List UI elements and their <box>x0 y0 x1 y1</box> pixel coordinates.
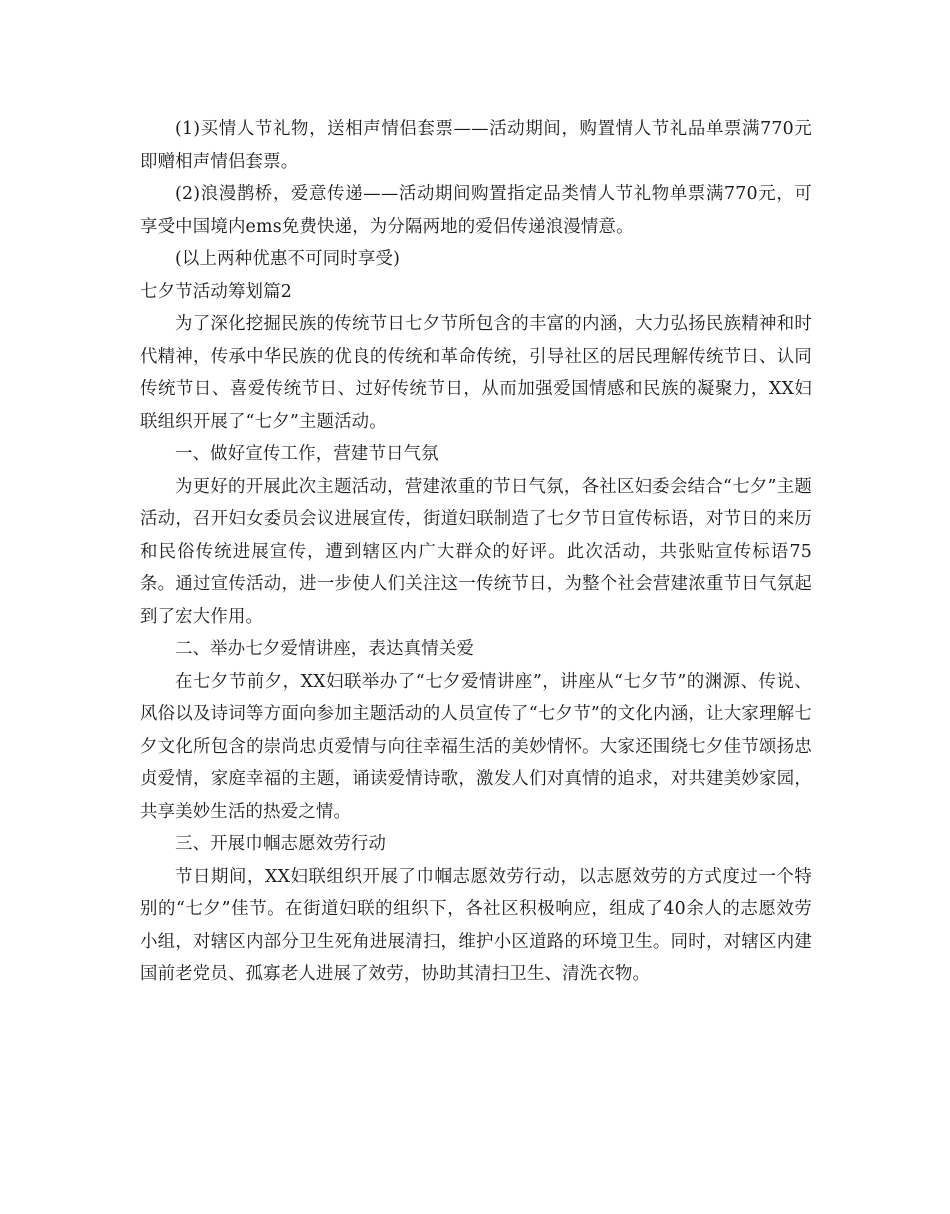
heading-love-lecture: 二、举办七夕爱情讲座，表达真情关爱 <box>175 639 475 659</box>
document-body <box>140 113 812 991</box>
paragraph-volunteer-service: 节日期间，XX妇联组织开展了巾帼志愿效劳行动，以志愿效劳的方式度过一个特别的“七夕”佳节。在街道妇联的组织下，各社区积极响应，组成了40余人的志愿效劳小组，对辖区内部分卫生死角进展清扫，维护小区道路的环境卫生。同时，对辖区内建国前老党员、孤寡老人进展了效劳，协助其清扫卫生、清洗衣物。 <box>140 866 812 984</box>
paragraph-intro: 为了深化挖掘民族的传统节日七夕节所包含的丰富的内涵，大力弘扬民族精神和时代精神，传承中华民族的优良的传统和革命传统，引导社区的居民理解传统节日、认同传统节日、喜爱传统节日、过好传统节日，从而加强爱国情感和民族的凝聚力，XX妇联组织开展了“七夕”主题活动。 <box>140 314 812 432</box>
heading-publicity-work: 一、做好宣传工作，营建节日气氛 <box>175 444 439 464</box>
paragraph-gift-ticket-offer: (1)买情人节礼物，送相声情侣套票——活动期间，购置情人节礼品单票满770元即赠相声情侣套票。 <box>140 119 812 172</box>
paragraph-publicity-work: 为更好的开展此次主题活动，营建浓重的节日气氛，各社区妇委会结合“七夕”主题活动，召开妇女委员会议进展宣传，街道妇联制造了七夕节日宣传标语，对节日的来历和民俗传统进展宣传，遭到辖区内广大群众的好评。此次活动，共张贴宣传标语75条。通过宣传活动，进一步使人们关注这一传统节日，为整个社会营建浓重节日气氛起到了宏大作用。 <box>140 476 812 627</box>
heading-volunteer-service: 三、开展巾帼志愿效劳行动 <box>175 834 387 854</box>
paragraph-offer-note: (以上两种优惠不可同时享受) <box>175 249 401 269</box>
section-title-plan-2: 七夕节活动筹划篇2 <box>140 281 292 302</box>
paragraph-love-lecture: 在七夕节前夕，XX妇联举办了“七夕爱情讲座”，讲座从“七夕节”的渊源、传说、风俗以及诗词等方面向参加主题活动的人员宣传了“七夕节”的文化内涵，让大家理解七夕文化所包含的崇尚忠贞爱情与向往幸福生活的美妙情怀。大家还围绕七夕佳节颂扬忠贞爱情，家庭幸福的主题，诵读爱情诗歌，激发人们对真情的追求，对共建美妙家园，共享美妙生活的热爱之情。 <box>140 671 812 822</box>
paragraph-romantic-delivery-offer: (2)浪漫鹊桥，爱意传递——活动期间购置指定品类情人节礼物单票满770元，可享受中国境内ems免费快递，为分隔两地的爱侣传递浪漫情意。 <box>140 184 812 237</box>
